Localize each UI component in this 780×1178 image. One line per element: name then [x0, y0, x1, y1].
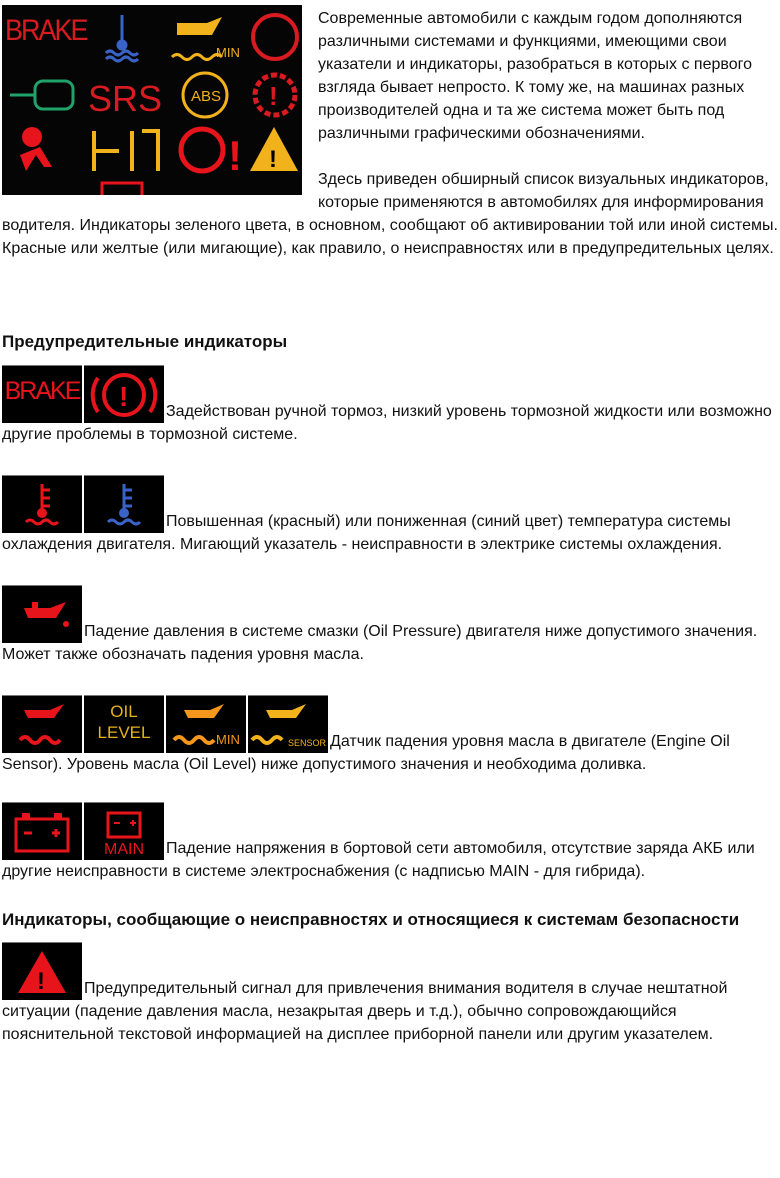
warning-triangle-icon	[2, 942, 82, 1000]
battery-main-icon: MAIN	[84, 802, 164, 860]
brake-circle-icon	[84, 365, 164, 423]
indicator-general-warning	[2, 942, 780, 1046]
svg-text:!: !	[269, 146, 277, 173]
oil-level-red-icon	[2, 695, 82, 753]
indicator-description: Задействован ручной тормоз, низкий уровень тормозной жидкости или возможно другие проблемы в тормозной системе.	[2, 403, 772, 443]
indicator-battery	[2, 802, 780, 883]
srs-label: SRS	[88, 78, 163, 119]
indicator-oil-level	[2, 695, 780, 776]
oil-level-text-icon: OIL LEVEL	[84, 695, 164, 753]
indicator-oil-pressure	[2, 585, 780, 666]
oil-sensor-icon: SENSOR	[248, 695, 328, 753]
coolant-temp-blue-icon	[84, 475, 164, 533]
svg-text:!: !	[37, 968, 45, 995]
intro-paragraph-2: Здесь приведен обширный список визуальных индикаторов, которые применяются в автомобилях для информирования водителя. Индикаторы зеленого цвета, в основном, сообщают об активировании той или иной системы. Красные или желтые (или мигающие), как правило, о неисправностях или в предупредительных целях.	[2, 171, 778, 257]
section-heading-warning: Предупредительные индикаторы	[2, 332, 288, 351]
svg-text:!: !	[228, 132, 242, 179]
oil-level-min-icon: MIN	[166, 695, 246, 753]
brake-label: BRAKE	[5, 13, 87, 47]
oil-can-red-icon	[2, 585, 82, 643]
abs-label: ABS	[191, 88, 222, 105]
dashboard-indicators-image	[2, 5, 302, 195]
section-heading-safety: Индикаторы, сообщающие о неисправностях и относящиеся к системам безопасности	[2, 910, 740, 929]
min-label: MIN	[216, 45, 240, 60]
battery-icon	[2, 802, 82, 860]
indicator-brake	[2, 365, 780, 446]
svg-text:!: !	[269, 81, 278, 111]
indicator-icons	[2, 5, 302, 195]
indicator-description: Датчик падения уровня масла в двигателе (Engine Oil Sensor). Уровень масла (Oil Level) ниже допустимого значения и необходима доливка.	[2, 733, 730, 773]
brake-text-icon: BRAKE	[2, 365, 82, 423]
intro-paragraph-1: Современные автомобили с каждым годом дополняются различными системами и функциями, имеющими свои указатели и индикаторы, разобраться в которых с первого взгляда бывает непросто. К тому же, на машинах разных производителей одна и та же система может быть под различными графическими обозначениями.	[318, 10, 752, 142]
indicator-description: Падение напряжения в бортовой сети автомобиля, отсутствие заряда АКБ или другие неисправности в системе электроснабжения (с надписью MAIN - для гибрида).	[2, 840, 755, 880]
indicator-description: Предупредительный сигнал для привлечения внимания водителя в случае нештатной ситуации (падение давления масла, незакрытая дверь и т.д.), обычно сопровождающийся пояснительной текстовой информацией на дисплее приборной панели или другим указателем.	[2, 980, 728, 1043]
svg-text:!: !	[119, 381, 129, 412]
indicator-coolant	[2, 475, 780, 556]
indicator-description: Падение давления в системе смазки (Oil Pressure) двигателя ниже допустимого значения. Может также обозначать падения уровня масла.	[2, 623, 758, 663]
indicator-description: Повышенная (красный) или пониженная (синий цвет) температура системы охлаждения двигателя. Мигающий указатель - неисправности в электрике системы охлаждения.	[2, 513, 731, 553]
coolant-temp-red-icon	[2, 475, 82, 533]
